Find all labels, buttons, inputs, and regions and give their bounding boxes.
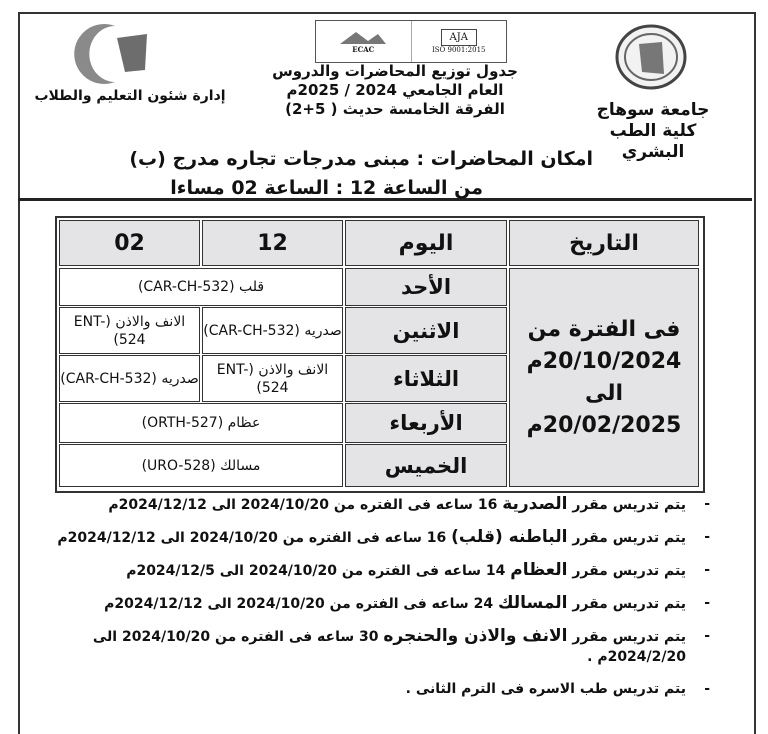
note-text: يتم تدريس مقرر: [567, 530, 686, 546]
note-text: 30 ساعه فى الفتره من 2024/10/20 الى 2024/2/20م .: [92, 629, 686, 665]
note-text: يتم تدريس مقرر: [567, 563, 686, 579]
course-cell: الانف والاذن (ENT-524): [202, 355, 343, 402]
period-cell: [509, 268, 699, 487]
day-wednesday: الأربعاء: [345, 403, 507, 443]
course-cell: صدريه (CAR-CH-532): [202, 307, 343, 354]
note-item: - يتم تدريس مقرر المسالك 24 ساعه فى الفتره من 2024/10/20 الى 2024/12/12م: [104, 593, 710, 613]
university-name: [578, 100, 728, 163]
day-sunday: الأحد: [345, 268, 507, 306]
period-end-date: 20/02/2025م: [526, 412, 682, 438]
schedule-table: [55, 216, 705, 493]
venue-location: امكان المحاضرات : مبنى مدرجات تجاره مدرج (ب): [129, 148, 593, 170]
day-thursday: الخميس: [345, 444, 507, 487]
note-text: يتم تدريس طب الاسره فى الترم الثانى .: [405, 681, 686, 697]
period-start-date: 20/10/2024م: [526, 348, 682, 374]
course-cell: الانف والاذن (ENT-524): [59, 307, 200, 354]
course-cell: مسالك (URO-528): [59, 444, 343, 487]
note-course: المسالك: [497, 593, 568, 613]
note-text: 14 ساعه فى الفتره من 2024/10/20 الى 2024/12/5م: [126, 563, 511, 579]
document-title: جدول توزيع المحاضرات والدروس: [272, 62, 518, 80]
period-from-label: فى الفترة من: [527, 316, 681, 342]
note-text: 16 ساعه فى الفتره من 2024/10/20 الى 2024/12/12م: [57, 530, 452, 546]
note-item: - يتم تدريس مقرر الانف والاذن والحنجره 30 ساعه فى الفتره من 2024/10/20 الى 2024/2/20م .: [92, 626, 710, 665]
header-slot-12: 12: [202, 220, 343, 266]
faculty-logo: [55, 20, 175, 85]
note-item: - يتم تدريس مقرر الصدرية 16 ساعه فى الفتره من 2024/10/20 الى 2024/12/12م: [108, 494, 710, 514]
header-day: اليوم: [345, 220, 507, 266]
document-title-block: [250, 62, 540, 119]
note-course: الباطنه (قلب): [451, 527, 568, 547]
note-item: - يتم تدريس مقرر العظام 14 ساعه فى الفتره من 2024/10/20 الى 2024/12/5م: [126, 560, 710, 580]
ecac-logo: ECAC: [316, 21, 412, 62]
header-slot-02: 02: [59, 220, 200, 266]
notes-list: [30, 494, 710, 711]
header-date: التاريخ: [509, 220, 699, 266]
class-level: الفرقة الخامسة حديث ( 5+2): [285, 100, 505, 118]
aja-logo: AJA ISO 9001:2015: [412, 21, 507, 62]
faculty-label: كلية الطب البشري: [609, 121, 697, 162]
note-item: - يتم تدريس مقرر الباطنه (قلب) 16 ساعه فى الفتره من 2024/10/20 الى 2024/12/12م: [57, 527, 710, 547]
note-course: الانف والاذن والحنجره: [383, 626, 568, 646]
note-item: - يتم تدريس طب الاسره فى الترم الثانى .: [405, 681, 710, 697]
note-course: العظام: [510, 560, 568, 580]
note-text: يتم تدريس مقرر: [567, 596, 686, 612]
day-tuesday: الثلاثاء: [345, 355, 507, 402]
day-monday: الاثنين: [345, 307, 507, 354]
course-cell: عظام (ORTH-527): [59, 403, 343, 443]
department-label: إدارة شئون التعليم والطلاب: [34, 88, 226, 104]
note-text: 24 ساعه فى الفتره من 2024/10/20 الى 2024/12/12م: [104, 596, 498, 612]
note-text: 16 ساعه فى الفتره من 2024/10/20 الى 2024/12/12م: [108, 497, 503, 513]
note-course: الصدرية: [502, 494, 568, 514]
academic-year: العام الجامعي 2024 / 2025م: [286, 81, 504, 99]
venue-time: من الساعة 12 : الساعة 02 مساءا: [170, 177, 483, 199]
university-label: جامعة سوهاج: [596, 100, 710, 120]
certification-logos: [315, 20, 507, 63]
note-text: يتم تدريس مقرر: [567, 629, 686, 645]
ecac-mountain-icon: [338, 29, 388, 45]
note-text: يتم تدريس مقرر: [567, 497, 686, 513]
period-to-label: الى: [584, 380, 624, 406]
course-cell: صدريه (CAR-CH-532): [59, 355, 200, 402]
course-cell: قلب (CAR-CH-532): [59, 268, 343, 306]
university-seal-logo: [612, 22, 690, 92]
